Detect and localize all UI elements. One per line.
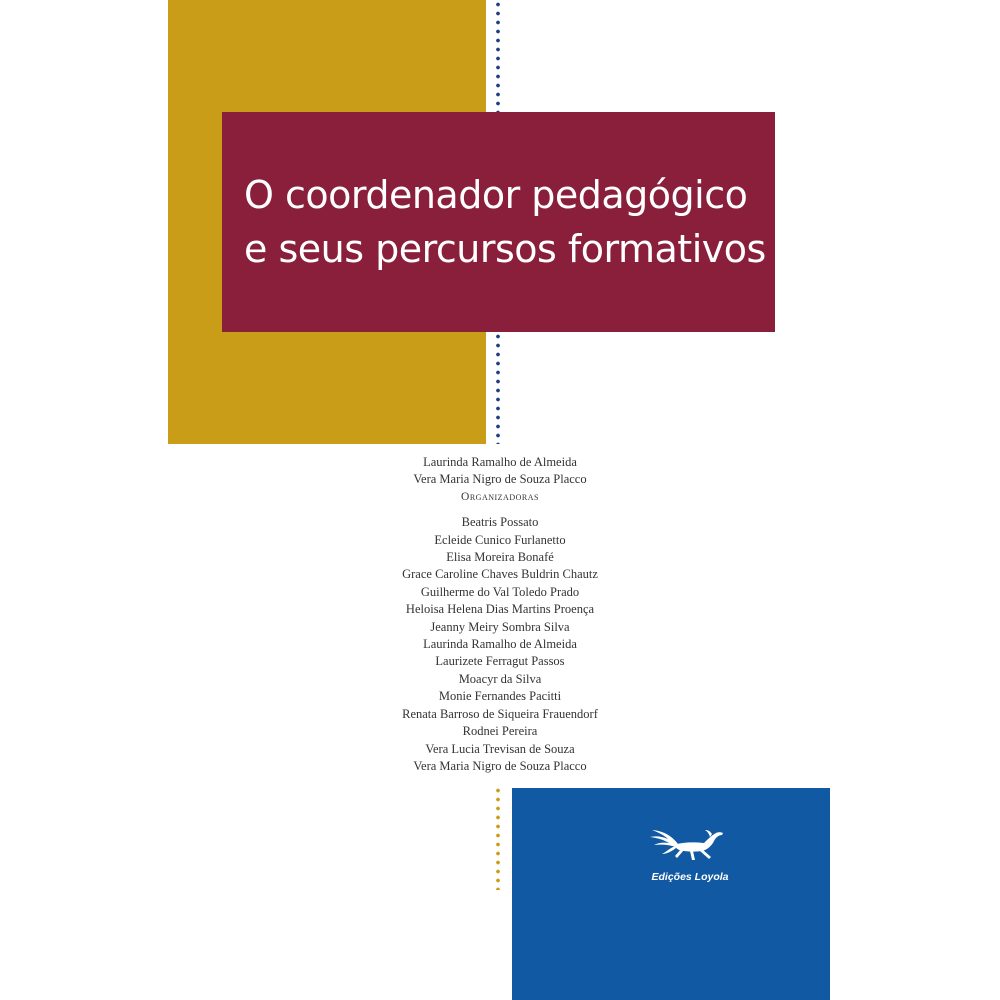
author-list — [330, 514, 670, 775]
dotted-line-bottom — [496, 786, 500, 890]
dotted-line-middle — [496, 332, 500, 444]
title-block — [222, 112, 775, 332]
author-name: Ecleide Cunico Furlanetto — [434, 532, 566, 547]
publisher-logo — [640, 824, 740, 883]
author-name: Monie Fernandes Pacitti — [438, 689, 562, 704]
book-title-line-2: e seus percursos formativos — [244, 227, 766, 271]
book-title-line-1: O coordenador pedagógico — [244, 173, 748, 217]
pegasus-icon — [648, 824, 732, 864]
author-name: Jeanny Meiry Sombra Silva — [430, 619, 570, 634]
author-name: Vera Maria Nigro de Souza Placco — [413, 758, 587, 773]
publisher-name: Edições Loyola — [651, 871, 729, 883]
author-name: Vera Lucia Trevisan de Souza — [425, 741, 575, 756]
author-name: Laurizete Ferragut Passos — [435, 654, 565, 669]
publisher-block — [512, 788, 830, 1000]
author-name: Laurinda Ramalho de Almeida — [423, 637, 577, 652]
author-name: Rodnei Pereira — [462, 724, 538, 739]
organizer-name: Laurinda Ramalho de Almeida — [423, 455, 577, 469]
author-name: Guilherme do Val Toledo Prado — [420, 584, 580, 599]
credits — [330, 454, 670, 775]
organizer-name: Vera Maria Nigro de Souza Placco — [413, 472, 587, 487]
author-name: Moacyr da Silva — [458, 671, 542, 686]
dotted-line-top — [496, 0, 500, 112]
author-name: Renata Barroso de Siqueira Frauendorf — [402, 706, 598, 721]
author-name: Beatris Possato — [461, 515, 539, 530]
organizers-role-label: Organizadoras — [461, 490, 539, 503]
author-name: Elisa Moreira Bonafé — [446, 550, 554, 565]
author-name: Heloisa Helena Dias Martins Proença — [405, 602, 595, 617]
author-name: Grace Caroline Chaves Buldrin Chautz — [402, 567, 598, 582]
